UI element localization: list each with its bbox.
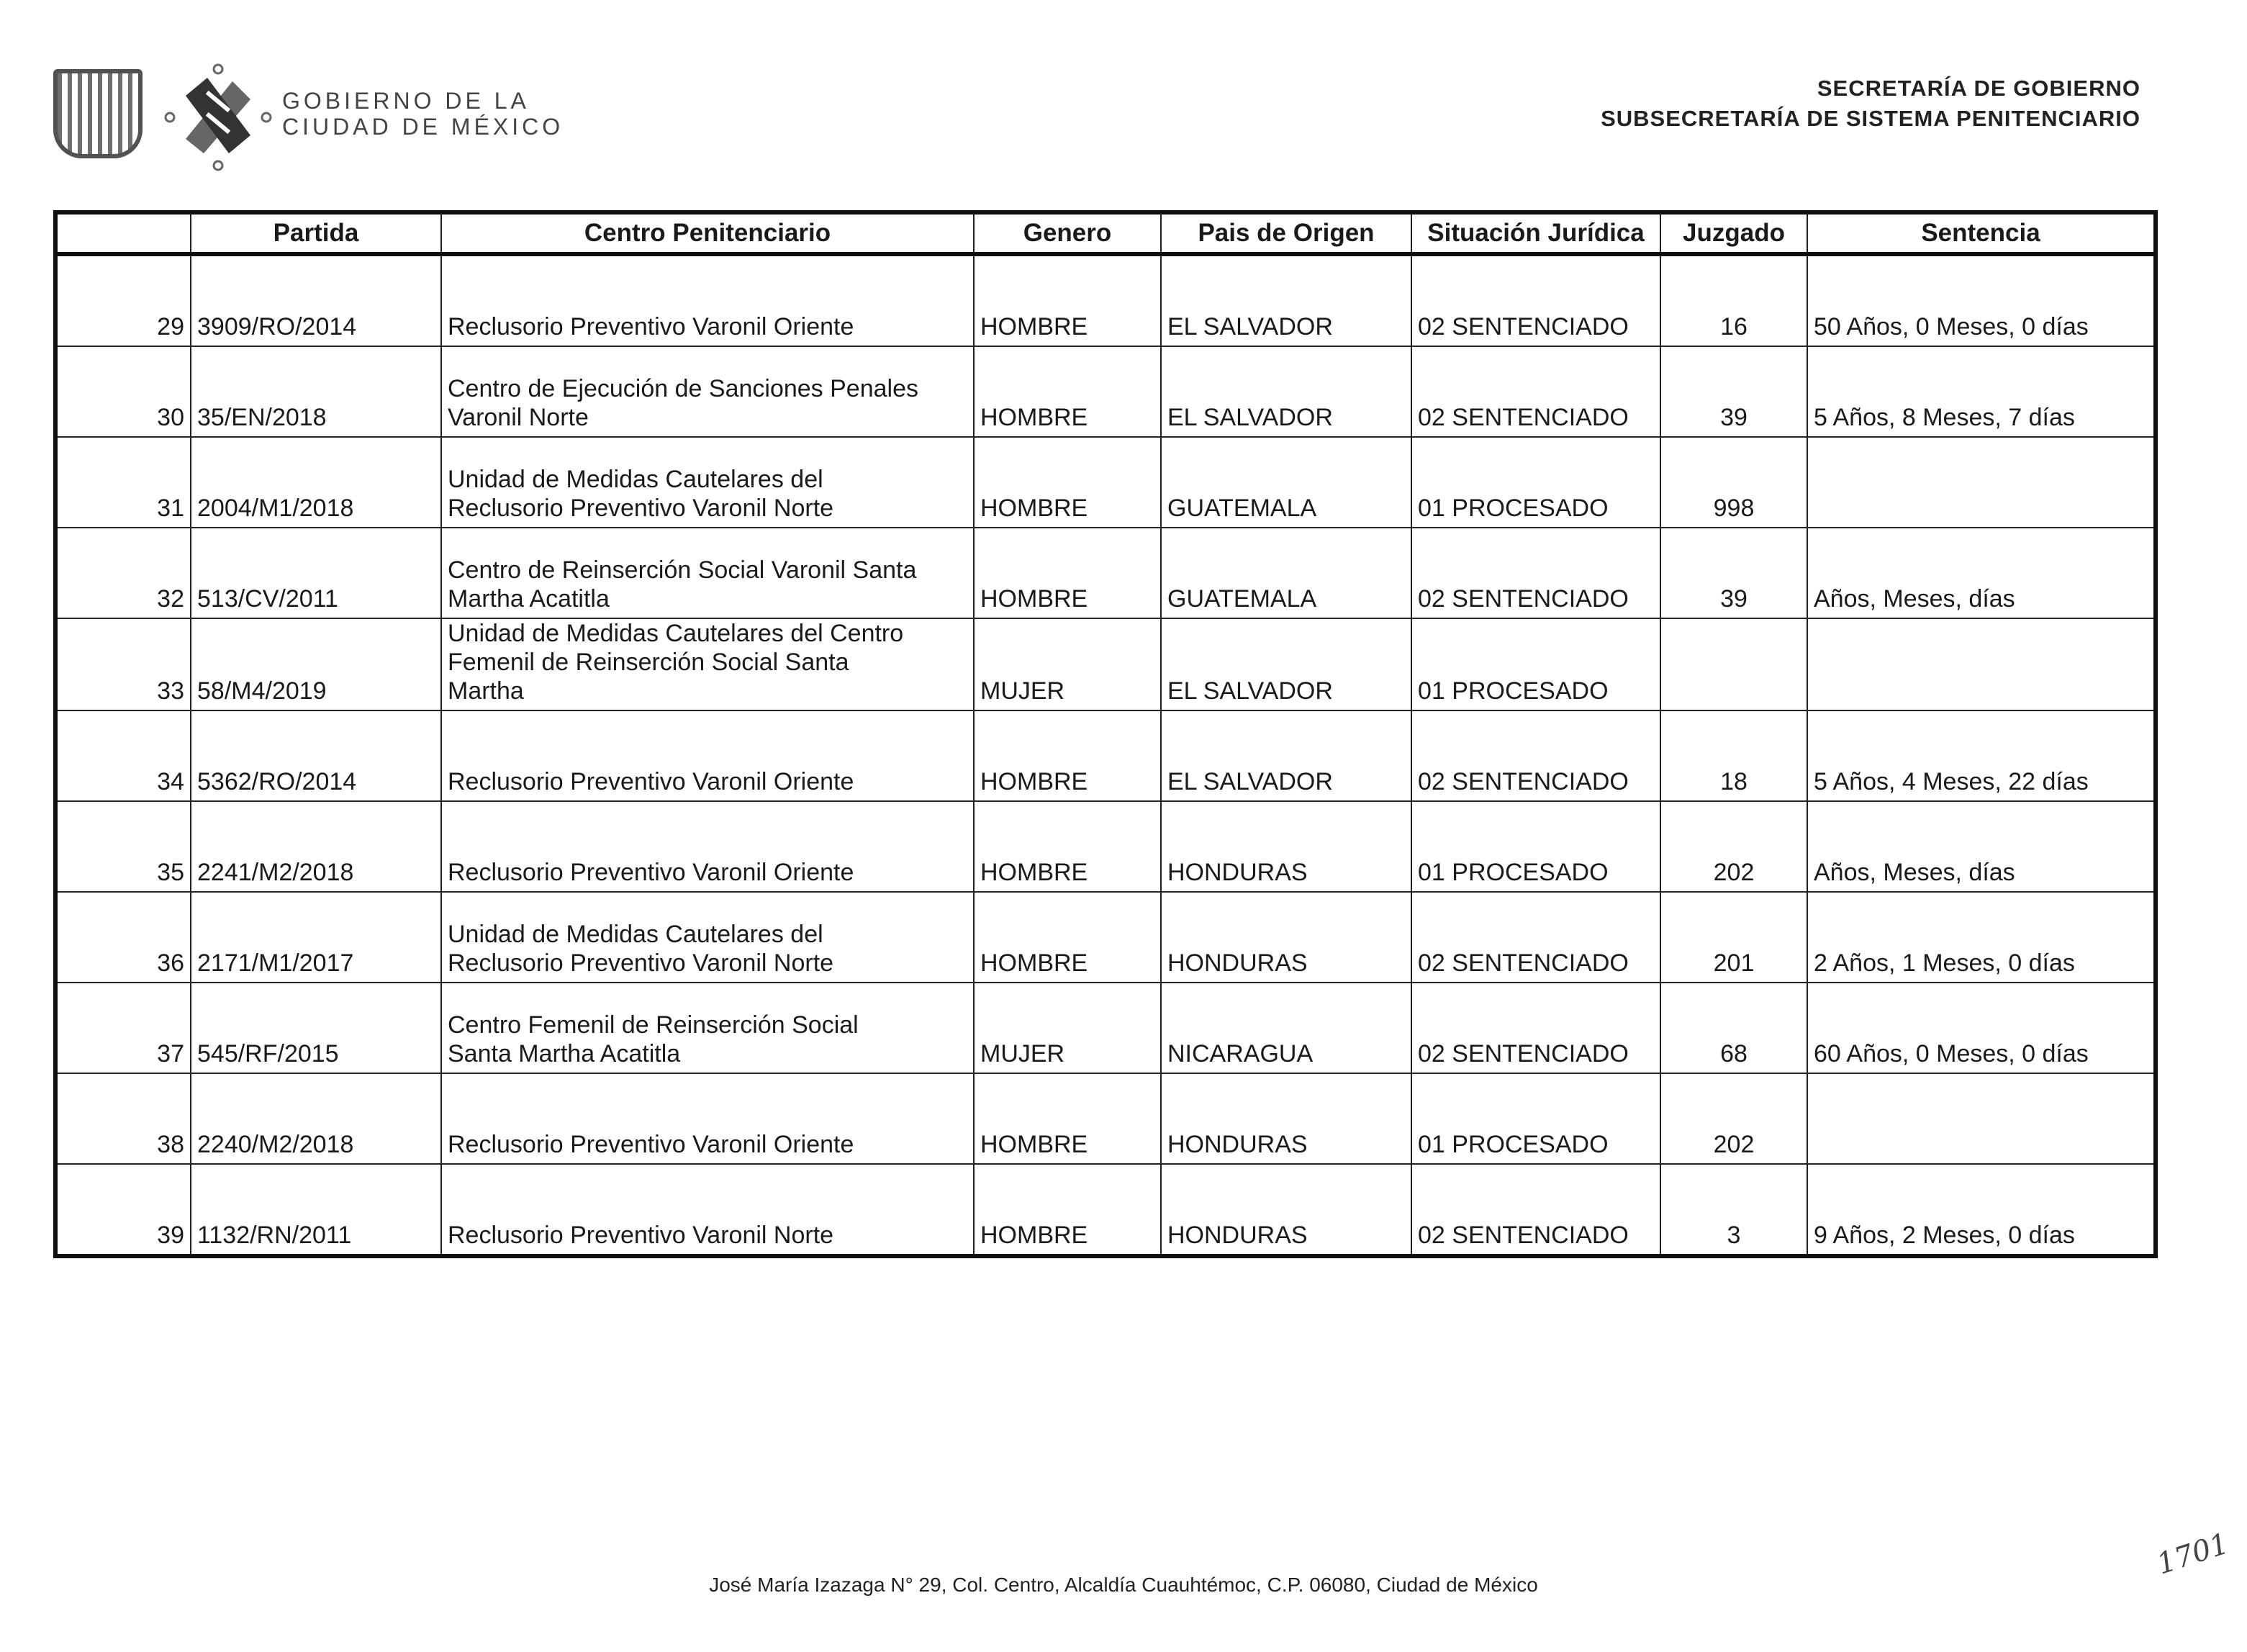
cell-row-number: 30 xyxy=(55,346,191,437)
cell-partida: 2004/M1/2018 xyxy=(191,437,441,528)
cell-partida: 35/EN/2018 xyxy=(191,346,441,437)
cell-pais: EL SALVADOR xyxy=(1161,254,1411,346)
table-row xyxy=(55,1073,2156,1164)
cell-sentencia: 9 Años, 2 Meses, 0 días xyxy=(1807,1164,2156,1256)
col-header-pais: Pais de Origen xyxy=(1161,212,1411,254)
cell-sentencia: Años, Meses, días xyxy=(1807,801,2156,892)
cell-pais: HONDURAS xyxy=(1161,801,1411,892)
centro-line: Reclusorio Preventivo Varonil Oriente xyxy=(448,859,854,886)
cell-partida: 2171/M1/2017 xyxy=(191,892,441,983)
cell-situacion: 01 PROCESADO xyxy=(1411,1073,1660,1164)
inmates-table xyxy=(53,210,2158,1258)
table-body xyxy=(55,254,2156,1256)
cell-row-number: 38 xyxy=(55,1073,191,1164)
cell-pais: HONDURAS xyxy=(1161,1073,1411,1164)
department-heading xyxy=(1601,73,2140,134)
cell-partida: 58/M4/2019 xyxy=(191,618,441,710)
cell-situacion: 02 SENTENCIADO xyxy=(1411,1164,1660,1256)
cell-partida: 3909/RO/2014 xyxy=(191,254,441,346)
cell-pais: GUATEMALA xyxy=(1161,528,1411,618)
cell-pais: EL SALVADOR xyxy=(1161,346,1411,437)
cell-centro xyxy=(441,528,974,618)
cell-partida: 513/CV/2011 xyxy=(191,528,441,618)
cell-genero: HOMBRE xyxy=(974,892,1161,983)
cell-centro xyxy=(441,254,974,346)
cell-pais: EL SALVADOR xyxy=(1161,710,1411,801)
cell-genero: HOMBRE xyxy=(974,254,1161,346)
cell-row-number: 36 xyxy=(55,892,191,983)
cell-row-number: 34 xyxy=(55,710,191,801)
cdmx-logo-icon xyxy=(164,63,272,171)
cell-genero: HOMBRE xyxy=(974,1164,1161,1256)
centro-line: Santa Martha Acatitla xyxy=(448,1040,681,1068)
col-header-partida: Partida xyxy=(191,212,441,254)
cell-sentencia xyxy=(1807,1073,2156,1164)
cell-sentencia: 2 Años, 1 Meses, 0 días xyxy=(1807,892,2156,983)
cell-situacion: 01 PROCESADO xyxy=(1411,801,1660,892)
table-row xyxy=(55,710,2156,801)
cell-sentencia: 50 Años, 0 Meses, 0 días xyxy=(1807,254,2156,346)
cell-centro xyxy=(441,710,974,801)
centro-line: Reclusorio Preventivo Varonil Norte xyxy=(448,495,834,522)
centro-line: Centro de Reinserción Social Varonil Santa xyxy=(448,556,917,584)
centro-line: Centro de Ejecución de Sanciones Penales xyxy=(448,375,918,402)
cell-juzgado xyxy=(1660,618,1807,710)
table-row xyxy=(55,346,2156,437)
cell-sentencia xyxy=(1807,437,2156,528)
cell-partida: 545/RF/2015 xyxy=(191,983,441,1073)
col-header-genero: Genero xyxy=(974,212,1161,254)
cell-situacion: 02 SENTENCIADO xyxy=(1411,892,1660,983)
cell-juzgado: 3 xyxy=(1660,1164,1807,1256)
cell-genero: HOMBRE xyxy=(974,437,1161,528)
footer-address: José María Izazaga N° 29, Col. Centro, Alcaldía Cuauhtémoc, C.P. 06080, Ciudad de México xyxy=(709,1574,1538,1596)
centro-line: Centro Femenil de Reinserción Social xyxy=(448,1011,859,1039)
cell-sentencia: 5 Años, 4 Meses, 22 días xyxy=(1807,710,2156,801)
cell-situacion: 02 SENTENCIADO xyxy=(1411,710,1660,801)
centro-line: Varonil Norte xyxy=(448,404,589,431)
cell-genero: HOMBRE xyxy=(974,801,1161,892)
centro-line: Reclusorio Preventivo Varonil Norte xyxy=(448,949,834,977)
cell-centro xyxy=(441,1164,974,1256)
cell-pais: GUATEMALA xyxy=(1161,437,1411,528)
cell-sentencia: 5 Años, 8 Meses, 7 días xyxy=(1807,346,2156,437)
table-row xyxy=(55,801,2156,892)
cell-partida: 2241/M2/2018 xyxy=(191,801,441,892)
table-row xyxy=(55,618,2156,710)
centro-line: Reclusorio Preventivo Varonil Oriente xyxy=(448,1131,854,1158)
cell-row-number: 39 xyxy=(55,1164,191,1256)
col-header-situacion: Situación Jurídica xyxy=(1411,212,1660,254)
cell-partida: 1132/RN/2011 xyxy=(191,1164,441,1256)
cell-juzgado: 39 xyxy=(1660,528,1807,618)
cell-row-number: 35 xyxy=(55,801,191,892)
page-header xyxy=(0,0,2247,187)
cdmx-coat-of-arms-icon xyxy=(53,69,143,158)
cell-row-number: 29 xyxy=(55,254,191,346)
cell-centro xyxy=(441,346,974,437)
table-row xyxy=(55,437,2156,528)
gov-name-line2: CIUDAD DE MÉXICO xyxy=(282,114,564,140)
cell-juzgado: 998 xyxy=(1660,437,1807,528)
cell-situacion: 02 SENTENCIADO xyxy=(1411,528,1660,618)
cell-situacion: 02 SENTENCIADO xyxy=(1411,983,1660,1073)
cell-centro xyxy=(441,437,974,528)
cell-pais: NICARAGUA xyxy=(1161,983,1411,1073)
cell-centro xyxy=(441,983,974,1073)
cell-pais: HONDURAS xyxy=(1161,892,1411,983)
cell-partida: 5362/RO/2014 xyxy=(191,710,441,801)
cell-row-number: 33 xyxy=(55,618,191,710)
centro-line: Femenil de Reinserción Social Santa xyxy=(448,649,849,676)
cell-partida: 2240/M2/2018 xyxy=(191,1073,441,1164)
col-header-number xyxy=(55,212,191,254)
centro-line: Reclusorio Preventivo Varonil Norte xyxy=(448,1222,834,1249)
centro-line: Unidad de Medidas Cautelares del xyxy=(448,921,823,948)
centro-line: Reclusorio Preventivo Varonil Oriente xyxy=(448,313,854,340)
cell-juzgado: 18 xyxy=(1660,710,1807,801)
cell-pais: EL SALVADOR xyxy=(1161,618,1411,710)
cell-row-number: 37 xyxy=(55,983,191,1073)
cell-juzgado: 202 xyxy=(1660,1073,1807,1164)
table-row xyxy=(55,1164,2156,1256)
cell-sentencia xyxy=(1807,618,2156,710)
cell-genero: MUJER xyxy=(974,983,1161,1073)
centro-line: Unidad de Medidas Cautelares del xyxy=(448,466,823,493)
centro-line: Unidad de Medidas Cautelares del Centro xyxy=(448,620,904,647)
cell-pais: HONDURAS xyxy=(1161,1164,1411,1256)
cell-centro xyxy=(441,1073,974,1164)
cell-genero: HOMBRE xyxy=(974,1073,1161,1164)
col-header-sentencia: Sentencia xyxy=(1807,212,2156,254)
cell-genero: HOMBRE xyxy=(974,528,1161,618)
table-row xyxy=(55,892,2156,983)
dept-line2: SUBSECRETARÍA DE SISTEMA PENITENCIARIO xyxy=(1601,106,2140,131)
cell-situacion: 01 PROCESADO xyxy=(1411,437,1660,528)
cell-centro xyxy=(441,618,974,710)
table-row xyxy=(55,254,2156,346)
cell-row-number: 31 xyxy=(55,437,191,528)
cell-situacion: 02 SENTENCIADO xyxy=(1411,254,1660,346)
table-header-row xyxy=(55,212,2156,254)
dept-line1: SECRETARÍA DE GOBIERNO xyxy=(1817,76,2140,101)
cell-sentencia: 60 Años, 0 Meses, 0 días xyxy=(1807,983,2156,1073)
cell-genero: MUJER xyxy=(974,618,1161,710)
cell-situacion: 02 SENTENCIADO xyxy=(1411,346,1660,437)
cell-sentencia: Años, Meses, días xyxy=(1807,528,2156,618)
gov-name-line1: GOBIERNO DE LA xyxy=(282,88,530,114)
centro-line: Martha Acatitla xyxy=(448,585,610,613)
cell-juzgado: 202 xyxy=(1660,801,1807,892)
cell-genero: HOMBRE xyxy=(974,346,1161,437)
col-header-centro: Centro Penitenciario xyxy=(441,212,974,254)
cell-centro xyxy=(441,801,974,892)
cell-juzgado: 16 xyxy=(1660,254,1807,346)
cell-genero: HOMBRE xyxy=(974,710,1161,801)
government-name xyxy=(282,88,564,140)
table-row xyxy=(55,528,2156,618)
table-row xyxy=(55,983,2156,1073)
centro-line: Martha xyxy=(448,677,524,705)
cell-juzgado: 201 xyxy=(1660,892,1807,983)
cell-juzgado: 68 xyxy=(1660,983,1807,1073)
centro-line: Reclusorio Preventivo Varonil Oriente xyxy=(448,768,854,795)
cell-juzgado: 39 xyxy=(1660,346,1807,437)
cell-row-number: 32 xyxy=(55,528,191,618)
handwritten-initials: 1701 xyxy=(2153,1527,2233,1581)
col-header-juzgado: Juzgado xyxy=(1660,212,1807,254)
cell-centro xyxy=(441,892,974,983)
cell-situacion: 01 PROCESADO xyxy=(1411,618,1660,710)
